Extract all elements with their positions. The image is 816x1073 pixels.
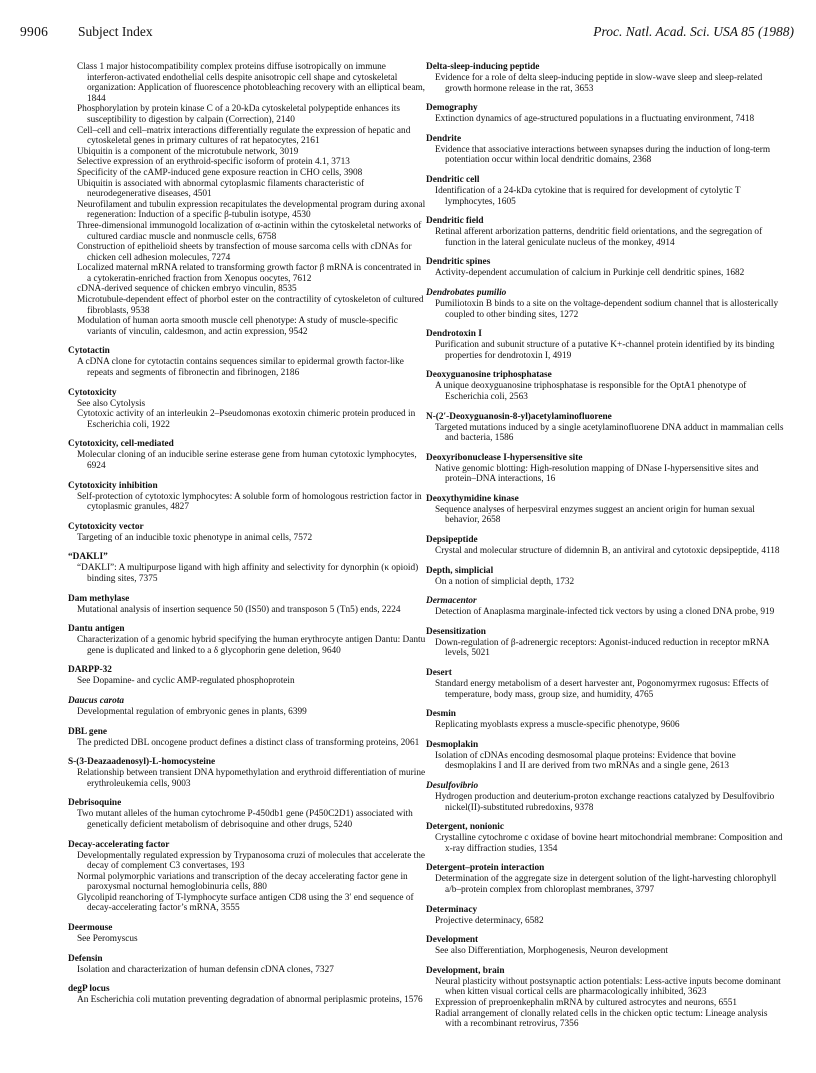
index-entry [426,412,784,444]
article-reference: Phosphorylation by protein kinase C of a 20-kDa cytoskeletal polypeptide enhances its susceptibility to digestion by calpain (Correction), 2140 [77,104,400,125]
article-reference: Three-dimensional immunogold localization of α-actinin within the cytoskeletal networks of cultured cardiac muscle and nonmuscle cells, 6758 [77,220,422,242]
index-term: DARPP-32 [68,665,112,676]
article-reference: Projective determinacy, 6582 [435,915,544,926]
page-number: 9906 [20,24,49,39]
index-term: Daucus carota [68,695,125,706]
index-entry [426,329,784,361]
index-entry [426,566,784,588]
index-term: Dantu antigen [68,624,125,635]
article-reference: An Escherichia coli mutation preventing degradation of abnormal periplasmic proteins, 1576 [77,995,423,1006]
article-reference: Neural plasticity without postsynaptic action potentials: Less-active inputs become dominant when kitten visual cortical cells are pharmacologically inhibited, 3623 [435,976,781,998]
index-term: degP locus [68,984,110,995]
article-reference: Targeted mutations induced by a single acetylaminofluorene DNA adduct in mammalian cells and bacteria, 1586 [435,422,784,444]
index-entry [426,175,784,207]
index-term: Desmin [426,709,456,720]
index-entry [426,62,784,94]
index-term: Dam methylase [68,593,130,604]
article-reference: Relationship between transient DNA hypomethylation and erythroid differentiation of murine erythroleukemia cells, 9003 [77,768,426,789]
article-reference: Two mutant alleles of the human cytochrome P-450db1 gene (P450C2D1) associated with genetically deficient metabolism of debrisoquine and other drugs, 5240 [77,809,413,830]
article-reference: Cell–cell and cell–matrix interactions differentially regulate the expression of hepatic and cytoskeletal genes in primary cultures of rat hepatocytes, 2161 [77,125,411,147]
index-entry [426,740,784,772]
index-entry [68,696,426,718]
index-term: S-(3-Deazaadenosyl)-L-homocysteine [68,757,216,768]
article-reference: Replicating myoblasts express a muscle-specific phenotype, 9606 [435,720,680,731]
index-term: Deermouse [68,923,113,934]
article-reference: On a notion of simplicial depth, 1732 [435,576,575,587]
article-reference: Hydrogen production and deuterium-proton exchange reactions catalyzed by Desulfovibrio nickel(II)-substituted rubredoxins, 9378 [435,792,775,813]
index-column-left [68,62,426,1015]
index-entry [426,134,784,166]
index-term: Detergent, nonionic [426,822,504,833]
article-reference: Ubiquitin is a component of the microtubule network, 3019 [77,146,299,157]
index-term: Cytotactin [68,346,110,357]
index-entry [68,665,426,687]
article-reference: Neurofilament and tubulin expression recapitulates the developmental program during axonal regeneration: Induction of a specific β-tubulin isotype, 4530 [77,199,426,221]
index-term: Desert [426,668,452,679]
article-reference: The predicted DBL oncogene product defines a distinct class of transforming proteins, 2061 [77,737,420,748]
index-entry [68,624,426,656]
index-term: Dendritic spines [426,257,491,268]
article-reference: Crystalline cytochrome c oxidase of bovine heart mitochondrial membrane: Composition and x-ray diffraction studies, 1354 [435,833,783,854]
index-entry [426,370,784,402]
index-term: Dendritic field [426,216,484,227]
article-reference: Developmentally regulated expression by Trypanosoma cruzi of molecules that accelerate the decay of complement C3 convertases, 193 [77,850,425,872]
article-reference: Detection of Anaplasma marginale-infected tick vectors by using a cloned DNA probe, 919 [435,607,775,618]
article-reference: Specificity of the cAMP-induced gene exposure reaction in CHO cells, 3908 [77,167,363,178]
article-reference: Crystal and molecular structure of didemnin B, an antiviral and cytotoxic depsipeptide, 4118 [435,546,780,557]
article-reference: Construction of epithelioid sheets by transfection of mouse sarcoma cells with cDNAs for chicken cell adhesion molecules, 7274 [77,242,412,263]
article-reference: Retinal afferent arborization patterns, dendritic field orientations, and the segregation of function in the lateral geniculate nucleus of the monkey, 4914 [435,227,763,248]
index-entry [68,552,426,584]
article-reference: A cDNA clone for cytotactin contains sequences similar to epidermal growth factor-like repeats and segments of fibronectin and fibrinogen, 2186 [77,357,404,379]
index-term: Demography [426,103,478,114]
article-reference: Extinction dynamics of age-structured populations in a fluctuating environment, 7418 [435,114,755,125]
index-term: Dermacentor [426,596,477,607]
index-term: Desensitization [426,626,486,637]
index-entry [426,288,784,320]
article-reference: Evidence that associative interactions between synapses during the induction of long-term potentiation occur within local dendritic domains, 2368 [435,144,771,166]
article-reference: Down-regulation of β-adrenergic receptors: Agonist-induced reduction in receptor mRNA levels, 5021 [435,637,769,659]
index-entry [68,757,426,789]
article-reference: Targeting of an inducible toxic phenotype in animal cells, 7572 [77,532,313,543]
index-term: Development, brain [426,965,505,976]
article-reference: Radial arrangement of clonally related cells in the chicken optic tectum: Lineage analysis with a recombinant retrovirus, 7356 [435,1008,768,1030]
article-reference: Activity-dependent accumulation of calcium in Purkinje cell dendritic spines, 1682 [435,268,745,279]
article-reference: Expression of preproenkephalin mRNA by cultured astrocytes and neurons, 6551 [435,997,738,1008]
article-reference: Self-protection of cytotoxic lymphocytes: A soluble form of homologous restriction factor in cytoplasmic granules, 4827 [77,491,422,513]
index-term: Defensin [68,953,103,964]
article-reference: Standard energy metabolism of a desert harvester ant, Pogonomyrmex rugosus: Effects of temperature, body mass, group size, and humidity, 4765 [435,679,769,700]
index-entry [426,668,784,700]
index-term: Debrisoquine [68,798,122,809]
article-reference: “DAKLI”: A multipurpose ligand with high affinity and selectivity for dynorphin (κ opioid) binding sites, 7375 [77,563,419,584]
index-term: Cytotoxicity [68,387,117,398]
index-term: Dendrobates pumilio [426,287,507,298]
see-also-reference: See Peromyscus [77,934,138,945]
article-reference: Characterization of a genomic hybrid specifying the human erythrocyte antigen Dantu: Dantu gene is duplicated and linked to a δ glycophorin gene deletion, 9640 [77,635,426,656]
article-reference: Determination of the aggregate size in detergent solution of the light-harvesting chlorophyll a/b–protein complex from chloroplast membranes, 3797 [435,874,777,895]
article-reference: Molecular cloning of an inducible serine esterase gene from human cytotoxic lymphocytes, 6924 [77,450,417,471]
index-term: Delta-sleep-inducing peptide [426,62,540,72]
index-term: Deoxyribonuclease I-hypersensitive site [426,452,583,463]
index-column-right [426,62,784,1039]
see-also-reference: See also Cytolysis [77,398,146,409]
section-title: Subject Index [78,24,153,39]
index-entry [68,481,426,513]
index-term: Deoxythymidine kinase [426,493,519,504]
index-entry [68,522,426,544]
index-entry [426,216,784,248]
article-reference: cDNA-derived sequence of chicken embryo vinculin, 8535 [77,284,297,295]
index-term: Cytotoxicity vector [68,521,144,532]
index-entry [426,905,784,927]
article-reference: Modulation of human aorta smooth muscle cell phenotype: A study of muscle-specific variants of vinculin, caldesmon, and actin expression, 9542 [77,316,398,337]
article-reference: Localized maternal mRNA related to transforming growth factor β mRNA is concentrated in a cytokeratin-enriched fraction from Xenopus oocytes, 7612 [77,263,421,284]
index-entry [68,594,426,616]
index-entry [68,62,426,337]
index-term: Decay-accelerating factor [68,839,170,850]
index-entry [426,966,784,1030]
index-entry [68,840,426,915]
page-header [20,24,794,46]
article-reference: Microtubule-dependent effect of phorbol ester on the contractility of cytoskeleton of cultured fibroblasts, 9538 [77,295,424,316]
article-reference: Normal polymorphic variations and transcription of the decay accelerating factor gene in paroxysmal nocturnal hemoglobinuria cells, 880 [77,871,408,893]
index-entry [426,781,784,813]
article-reference: Identification of a 24-kDa cytokine that is required for development of cytolytic T lymphocytes, 1605 [435,185,741,207]
article-reference: Pumiliotoxin B binds to a site on the voltage-dependent sodium channel that is allosterically coupled to other binding sites, 1272 [435,298,779,320]
index-term: DBL gene [68,726,107,737]
index-entry [426,709,784,731]
index-entry [68,727,426,749]
index-term: Depth, simplicial [426,565,494,576]
article-reference: Mutational analysis of insertion sequence 50 (IS50) and transposon 5 (Tn5) ends, 2224 [77,604,401,615]
index-entry [68,984,426,1006]
index-term: Determinacy [426,904,478,915]
article-reference: Glycolipid reanchoring of T-lymphocyte surface antigen CD8 using the 3′ end sequence of decay-accelerating factor’s mRNA, 3555 [77,892,414,914]
index-entry [68,388,426,431]
index-term: Desmoplakin [426,739,479,750]
article-reference: Isolation of cDNAs encoding desmosomal plaque proteins: Evidence that bovine desmoplakins I and II are derived from two mRNAs and a single gene, 2613 [435,750,736,772]
index-entry [426,535,784,557]
article-reference: A unique deoxyguanosine triphosphatase is responsible for the OptA1 phenotype of Escherichia coli, 2563 [435,381,747,402]
index-term: “DAKLI” [68,552,108,563]
index-entry [426,935,784,957]
index-entry [426,453,784,485]
index-entry [68,954,426,976]
article-reference: Cytotoxic activity of an interleukin 2–Pseudomonas exotoxin chimeric protein produced in Escherichia coli, 1922 [77,409,416,430]
index-entry [68,923,426,945]
article-reference: Purification and subunit structure of a putative K+-channel protein identified by its binding properties for dendrotoxin I, 4919 [435,340,775,361]
index-term: Development [426,935,479,946]
index-term: Dendrite [426,133,462,144]
index-term: Depsipeptide [426,535,478,546]
see-also-reference: See Dopamine- and cyclic AMP-regulated phosphoprotein [77,676,295,687]
article-reference: Developmental regulation of embryonic genes in plants, 6399 [77,706,307,717]
article-reference: Native genomic blotting: High-resolution mapping of DNase I-hypersensitive sites and protein–DNA interactions, 16 [435,463,759,485]
index-term: Cytotoxicity, cell-mediated [68,439,174,450]
index-entry [426,863,784,895]
index-entry [68,798,426,830]
index-entry [426,822,784,854]
see-also-reference: See also Differentiation, Morphogenesis, Neuron development [435,946,668,957]
index-term: Detergent–protein interaction [426,863,545,874]
article-reference: Evidence for a role of delta sleep-inducing peptide in slow-wave sleep and sleep-related growth hormone release in the rat, 3653 [435,73,763,94]
article-reference: Selective expression of an erythroid-specific isoform of protein 4.1, 3713 [77,157,350,168]
article-reference: Ubiquitin is associated with abnormal cytoplasmic filaments characteristic of neurodegenerative diseases, 4501 [77,178,365,200]
article-reference: Sequence analyses of herpesviral enzymes suggest an ancient origin for human sexual behavior, 2658 [435,504,755,526]
index-term: Cytotoxicity inhibition [68,480,158,491]
index-term: Deoxyguanosine triphosphatase [426,370,552,381]
index-entry [426,103,784,125]
index-entry [426,257,784,279]
journal-citation: Proc. Natl. Acad. Sci. USA 85 (1988) [593,24,794,39]
index-entry [68,439,426,471]
article-reference: Class 1 major histocompatibility complex proteins diffuse isotropically on immune interferon-activated endothelial cells despite anisotropic cell shape and cytoskeletal organization: Application of fluorescence photobleaching recovery with an elliptical beam, 1844 [77,62,426,104]
index-term: Desulfovibrio [426,781,479,791]
index-entry [68,346,426,378]
index-entry [426,596,784,618]
index-entry [426,494,784,526]
article-reference: Isolation and characterization of human defensin cDNA clones, 7327 [77,964,334,975]
index-term: N-(2′-Deoxyguanosin-8-yl)acetylaminofluorene [426,411,612,422]
index-term: Dendritic cell [426,174,480,185]
index-entry [426,627,784,659]
index-term: Dendrotoxin I [426,329,482,340]
